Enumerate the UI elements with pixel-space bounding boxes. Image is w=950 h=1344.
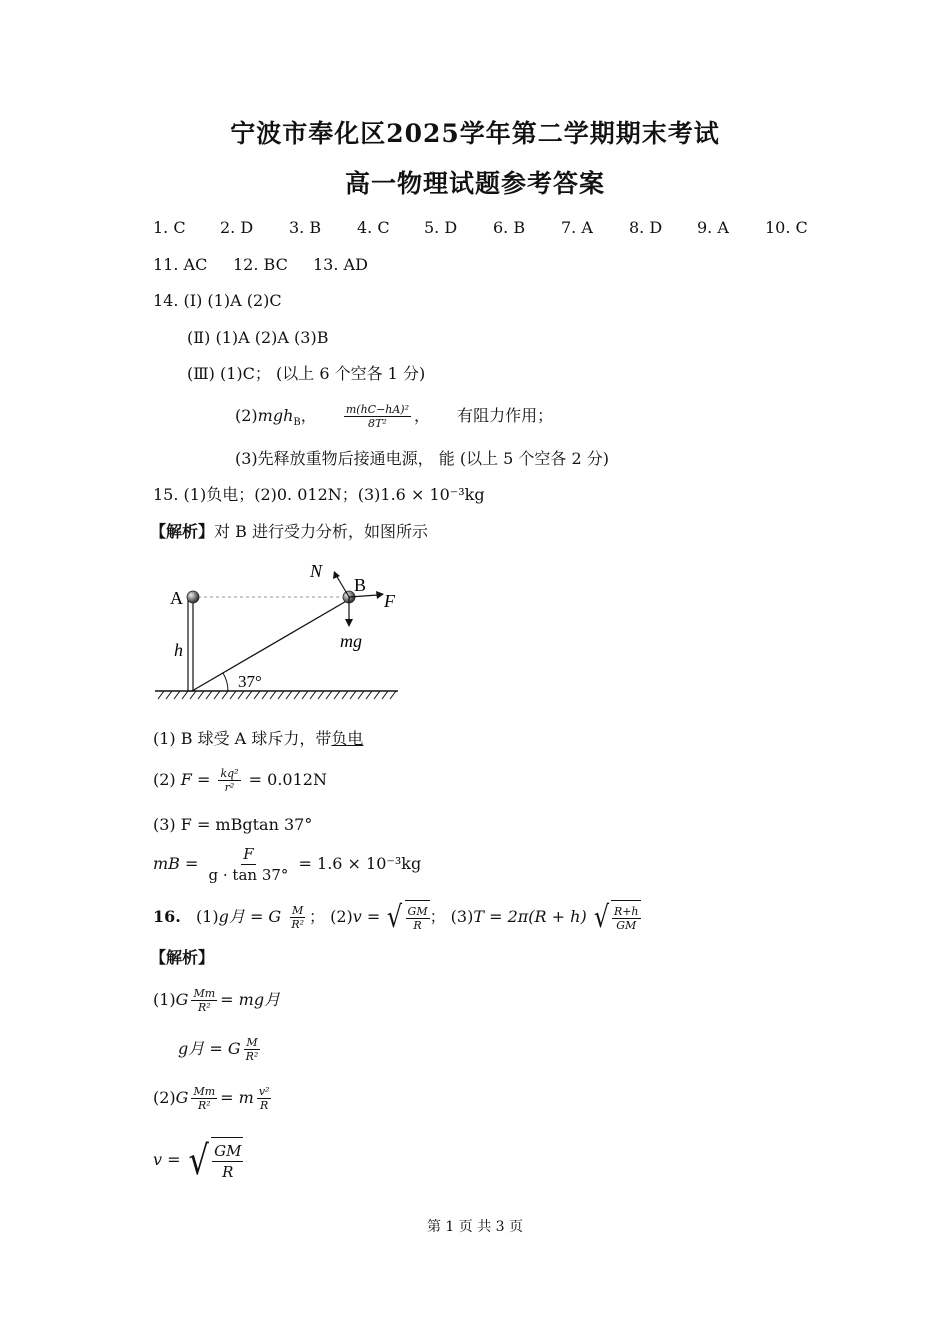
q16-p2-lhs: v =	[352, 907, 381, 926]
q16-s1-prefix: (1)	[153, 990, 176, 1009]
q16-s1-frac	[191, 987, 217, 1014]
q15-jiexi-label: 【解析】	[150, 522, 215, 541]
q16-jiexi-label: 【解析】	[150, 948, 215, 967]
q16-s3-g: G	[175, 1088, 189, 1107]
q16-s2-lhs: g月 = G	[178, 1039, 241, 1058]
q14-mgh-sub: B	[293, 417, 301, 428]
q16-s3-prefix: (2)	[153, 1088, 176, 1107]
q14-line-2: (Ⅱ) (1)A (2)A (3)B	[187, 328, 329, 347]
q14-mgh: mgh	[257, 406, 294, 425]
q16-p3-sqrt: √ $\frac{R+h}{GM}$	[593, 899, 639, 935]
q15-answer: 15. (1)负电；(2)0. 012N；(3)1.6 × 10⁻³kg	[153, 485, 485, 504]
answer-11: 11. AC	[153, 255, 208, 274]
q15-step2-frac	[218, 767, 240, 794]
answer-3: 3. B	[289, 218, 322, 237]
q16-s4-den: R	[222, 1162, 234, 1181]
q16-p2-den: R	[413, 918, 422, 932]
normal-force-arrowhead	[333, 571, 340, 579]
q14-fraction	[344, 403, 411, 430]
label-angle: 37°	[238, 672, 262, 691]
q15-mb-rhs: = 1.6 × 10⁻³kg	[298, 854, 422, 873]
label-h: h	[174, 640, 183, 660]
q14-line-5: (3)先释放重物后接通电源， 能 (以上 5 个空各 2 分)	[235, 449, 610, 468]
q16-step-3	[153, 1082, 274, 1114]
q16-s4-lhs: v =	[153, 1150, 181, 1169]
q15-mb-lhs: mB =	[153, 854, 199, 873]
q16-s2-frac	[244, 1036, 261, 1063]
answer-9: 9. A	[697, 218, 729, 237]
gravity-arrowhead	[345, 619, 353, 627]
q16-s1-rhs: = mg月	[220, 990, 281, 1009]
incline-rod	[192, 596, 355, 691]
q15-jiexi	[150, 522, 428, 542]
answer-1: 1. C	[153, 218, 186, 237]
q16-s3-num: Mm	[193, 1085, 216, 1098]
q14-frac-den: 8T²	[368, 417, 387, 430]
q16-p1-frac	[289, 904, 306, 931]
q15-step-2	[153, 764, 327, 796]
q15-step-3: (3) F = mBgtan 37°	[153, 815, 313, 834]
q16-p1-num: M	[292, 904, 304, 917]
answer-6: 6. B	[493, 218, 526, 237]
q16-s3-frac	[191, 1085, 217, 1112]
label-mg: mg	[340, 631, 362, 651]
q16-p3-prefix: ； (3)	[429, 907, 474, 926]
q16-s4-num: GM	[214, 1141, 242, 1160]
q16-s3-num2: v²	[258, 1085, 270, 1098]
q16-p1-prefix: (1)	[195, 907, 219, 926]
page-footer: 第 1 页 共 3 页	[426, 1219, 524, 1235]
q16-s4-sqrt: √ $\frac{GM}{R}$	[188, 1137, 242, 1184]
q15-step2-lhs: F =	[180, 770, 211, 789]
electric-force-arrowhead	[376, 591, 384, 599]
force-diagram	[150, 555, 410, 710]
answer-10: 10. C	[765, 218, 808, 237]
q15-step-1	[153, 729, 363, 749]
q16-s1-den: R²	[197, 1001, 211, 1014]
q16-p3-lhs: T = 2π(R + h)	[473, 907, 587, 926]
q15-step1-underlined: 负电	[331, 729, 364, 748]
ground-hatch	[158, 691, 396, 699]
q16-p1-lhs: g月 = G	[218, 907, 282, 926]
q16-step-2	[178, 1033, 263, 1065]
q16-s1-g: G	[175, 990, 189, 1009]
page-subtitle: 高一物理试题参考答案	[344, 169, 605, 198]
answer-5: 5. D	[424, 218, 458, 237]
q15-step2-prefix: (2)	[153, 770, 176, 789]
answer-8: 8. D	[629, 218, 663, 237]
q15-mb-num: F	[243, 845, 254, 863]
label-b: B	[354, 575, 367, 595]
q14-line-1: 14. (Ⅰ) (1)A (2)C	[153, 291, 282, 310]
q16-p2-num: GM	[407, 904, 428, 918]
q16-p2-prefix: ； (2)	[309, 907, 353, 926]
q16-number: 16.	[153, 907, 181, 926]
q14-resist: 有阻力作用；	[457, 406, 554, 425]
q14-frac-num: m(hC−hA)²	[345, 403, 410, 416]
answer-13: 13. AD	[313, 255, 368, 274]
q15-jiexi-text: 对 B 进行受力分析，如图所示	[214, 522, 428, 541]
q16-s2-num: M	[246, 1036, 258, 1049]
q16-step-4	[153, 1136, 243, 1185]
label-f: F	[384, 591, 395, 611]
label-n: N	[310, 561, 323, 581]
q16-p3-num: R+h	[613, 904, 639, 918]
normal-force-arrow	[336, 575, 349, 597]
q16-s3-eq: = m	[220, 1088, 254, 1107]
q15-mb-frac	[207, 844, 291, 885]
q14-part2-prefix: (2)	[235, 406, 258, 425]
answer-7: 7. A	[561, 218, 593, 237]
q14-line-4: (2)mgh$_B$， $\frac{\text{m(hC−hA)²}}{\text{8T²}}$ ， 有阻力作用；	[235, 403, 554, 430]
label-a: A	[170, 588, 183, 608]
q16-s3-den2: R	[259, 1099, 269, 1112]
q15-step2-num: kq²	[220, 767, 239, 780]
q16-p3-den: GM	[616, 918, 637, 932]
answer-2: 2. D	[220, 218, 254, 237]
q15-step2-den: r²	[224, 781, 235, 794]
q16-step-1	[153, 984, 280, 1016]
ball-a	[187, 591, 199, 603]
q16-p1-den: R²	[291, 918, 305, 931]
q14-line-3: (Ⅲ) (1)C； (以上 6 个空各 1 分)	[187, 364, 426, 383]
q16-p2-sqrt: √ $\frac{GM}{R}$	[387, 899, 428, 935]
answer-4: 4. C	[357, 218, 390, 237]
q15-mb-den: g · tan 37°	[208, 866, 289, 884]
q16-s3-den: R²	[197, 1099, 211, 1112]
angle-arc	[223, 673, 228, 691]
q15-step2-rhs: = 0.012N	[248, 770, 327, 789]
q16-s2-den: R²	[245, 1050, 259, 1063]
q16-answer	[153, 897, 641, 937]
q15-step-4	[153, 842, 421, 886]
q16-s3-frac2	[257, 1085, 272, 1112]
q16-s1-num: Mm	[193, 987, 216, 1000]
q15-step1-prefix: (1) B 球受 A 球斥力，带	[153, 729, 332, 748]
answer-12: 12. BC	[233, 255, 288, 274]
support-pole	[188, 599, 193, 691]
page-title: 宁波市奉化区2025学年第二学期期末考试	[230, 119, 720, 148]
